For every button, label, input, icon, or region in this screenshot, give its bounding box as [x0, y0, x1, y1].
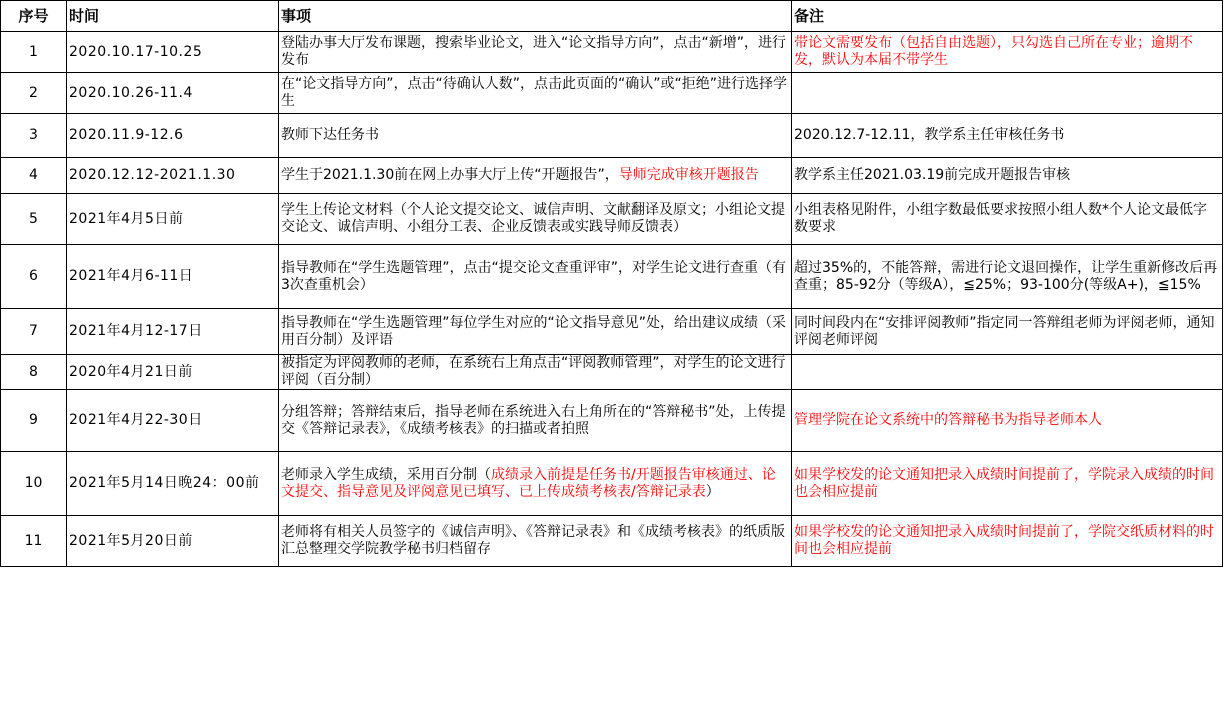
item-text-segment: 学生上传论文材料（个人论文提交论文、诚信声明、文献翻译及原文；小组论文提交论文、诚信声明、小组分工表、企业反馈表或实践导师反馈表） [281, 202, 785, 235]
row-index-cell: 11 [1, 516, 67, 567]
item-text-segment: ） [705, 483, 720, 500]
table-row [1, 158, 1223, 194]
row-note-cell [792, 245, 1223, 309]
item-text-segment: 学生于2021.1.30前在网上办事大厅上传“开题报告”， [281, 167, 619, 183]
row-note-cell [792, 390, 1223, 452]
note-text-segment: 教学系主任2021.03.19前完成开题报告审核 [794, 167, 1071, 183]
row-time-cell: 2021年4月12-17日 [67, 309, 279, 355]
table-row [1, 114, 1223, 158]
note-text-segment: 2020.12.7-12.11，教学系主任审核任务书 [794, 127, 1065, 143]
row-time-cell: 2020.11.9-12.6 [67, 114, 279, 158]
table-row [1, 516, 1223, 567]
row-item-cell [279, 194, 792, 245]
table-body [1, 32, 1223, 567]
table-row [1, 32, 1223, 73]
table-row [1, 390, 1223, 452]
table-row [1, 355, 1223, 390]
row-index-cell: 8 [1, 355, 67, 390]
row-time-cell: 2021年4月5日前 [67, 194, 279, 245]
note-text-segment: 管理学院在论文系统中的答辩秘书为指导老师本人 [794, 412, 1102, 428]
row-note-cell [792, 32, 1223, 73]
row-item-cell [279, 516, 792, 567]
note-text-segment: 小组表格见附件，小组字数最低要求按照小组人数*个人论文最低字数要求 [794, 202, 1207, 235]
note-text-segment: 如果学校发的论文通知把录入成绩时间提前了，学院交纸质材料的时间也会相应提前 [794, 524, 1214, 557]
row-index-cell: 6 [1, 245, 67, 309]
row-item-cell [279, 158, 792, 194]
row-item-cell [279, 32, 792, 73]
row-index-cell: 4 [1, 158, 67, 194]
row-item-cell [279, 355, 792, 390]
row-note-cell [792, 516, 1223, 567]
row-index-cell: 10 [1, 452, 67, 516]
item-text-segment: 指导教师在“学生选题管理”每位学生对应的“论文指导意见”处，给出建议成绩（采用百分制）及评语 [281, 314, 787, 348]
item-text-segment: 被指定为评阅教师的老师，在系统右上角点击“评阅教师管理”，对学生的论文进行评阅（百分制） [281, 355, 786, 388]
row-index-cell: 3 [1, 114, 67, 158]
item-text-segment: 分组答辩；答辩结束后，指导老师在系统进入右上角所在的“答辩秘书”处，上传提交《答辩记录表》，《成绩考核表》的扫描或者拍照 [281, 403, 786, 437]
header-row [1, 1, 1223, 32]
row-note-cell [792, 114, 1223, 158]
note-text-segment: 如果学校发的论文通知把录入成绩时间提前了，学院录入成绩的时间也会相应提前 [794, 466, 1214, 500]
item-text-segment: 老师将有相关人员签字的《诚信声明》、《答辩记录表》和《成绩考核表》的纸质版汇总整理交学院教学秘书归档留存 [281, 524, 785, 557]
item-text-segment: 成绩录入前提是任务书/开题报告审核通过、论文提交、指导意见及评阅意见已填写、已上传成绩考核表/答辩记录表 [281, 466, 776, 500]
row-time-cell: 2021年4月6-11日 [67, 245, 279, 309]
row-note-cell [792, 158, 1223, 194]
row-note-cell [792, 194, 1223, 245]
row-note-cell [792, 73, 1223, 114]
row-index-cell: 9 [1, 390, 67, 452]
row-note-cell [792, 452, 1223, 516]
item-text-segment: 老师录入学生成绩，采用百分制（ [281, 466, 491, 483]
note-text-segment: 超过35%的，不能答辩，需进行论文退回操作，让学生重新修改后再查重；85-92分（等级A），≦25%；93-100分(等级A+)，≦15% [794, 259, 1218, 293]
item-text-segment: 登陆办事大厅发布课题，搜索毕业论文，进入“论文指导方向”，点击“新增”，进行发布 [281, 35, 787, 68]
row-index-cell: 7 [1, 309, 67, 355]
table-row [1, 245, 1223, 309]
row-index-cell: 5 [1, 194, 67, 245]
note-text-segment: 同时间段内在“安排评阅教师”指定同一答辩组老师为评阅老师，通知评阅老师评阅 [794, 314, 1215, 348]
row-note-cell [792, 309, 1223, 355]
item-text-segment: 教师下达任务书 [281, 127, 379, 143]
row-item-cell [279, 452, 792, 516]
row-time-cell: 2020.10.26-11.4 [67, 73, 279, 114]
row-index-cell: 2 [1, 73, 67, 114]
note-text-segment: 带论文需要发布（包括自由选题），只勾选自己所在专业；逾期不发，默认为本届不带学生 [794, 35, 1193, 68]
header-cell-note: 备注 [792, 1, 1223, 32]
row-item-cell [279, 114, 792, 158]
table-row [1, 194, 1223, 245]
header-cell-item: 事项 [279, 1, 792, 32]
row-item-cell [279, 245, 792, 309]
row-time-cell: 2021年4月22-30日 [67, 390, 279, 452]
header-cell-index: 序号 [1, 1, 67, 32]
row-index-cell: 1 [1, 32, 67, 73]
table-row [1, 452, 1223, 516]
row-item-cell [279, 73, 792, 114]
row-time-cell: 2021年5月14日晚24：00前 [67, 452, 279, 516]
item-text-segment: 指导教师在“学生选题管理”，点击“提交论文查重评审”，对学生论文进行查重（有3次查重机会） [281, 259, 787, 293]
row-time-cell: 2021年5月20日前 [67, 516, 279, 567]
item-text-segment: 导师完成审核开题报告 [618, 167, 759, 183]
row-item-cell [279, 309, 792, 355]
row-time-cell: 2020.10.17-10.25 [67, 32, 279, 73]
table-row [1, 73, 1223, 114]
item-text-segment: 在“论文指导方向”，点击“待确认人数”，点击此页面的“确认”或“拒绝”进行选择学生 [281, 76, 788, 109]
row-time-cell: 2020.12.12-2021.1.30 [67, 158, 279, 194]
table-row [1, 309, 1223, 355]
row-note-cell [792, 355, 1223, 390]
row-time-cell: 2020年4月21日前 [67, 355, 279, 390]
header-cell-time: 时间 [67, 1, 279, 32]
row-item-cell [279, 390, 792, 452]
